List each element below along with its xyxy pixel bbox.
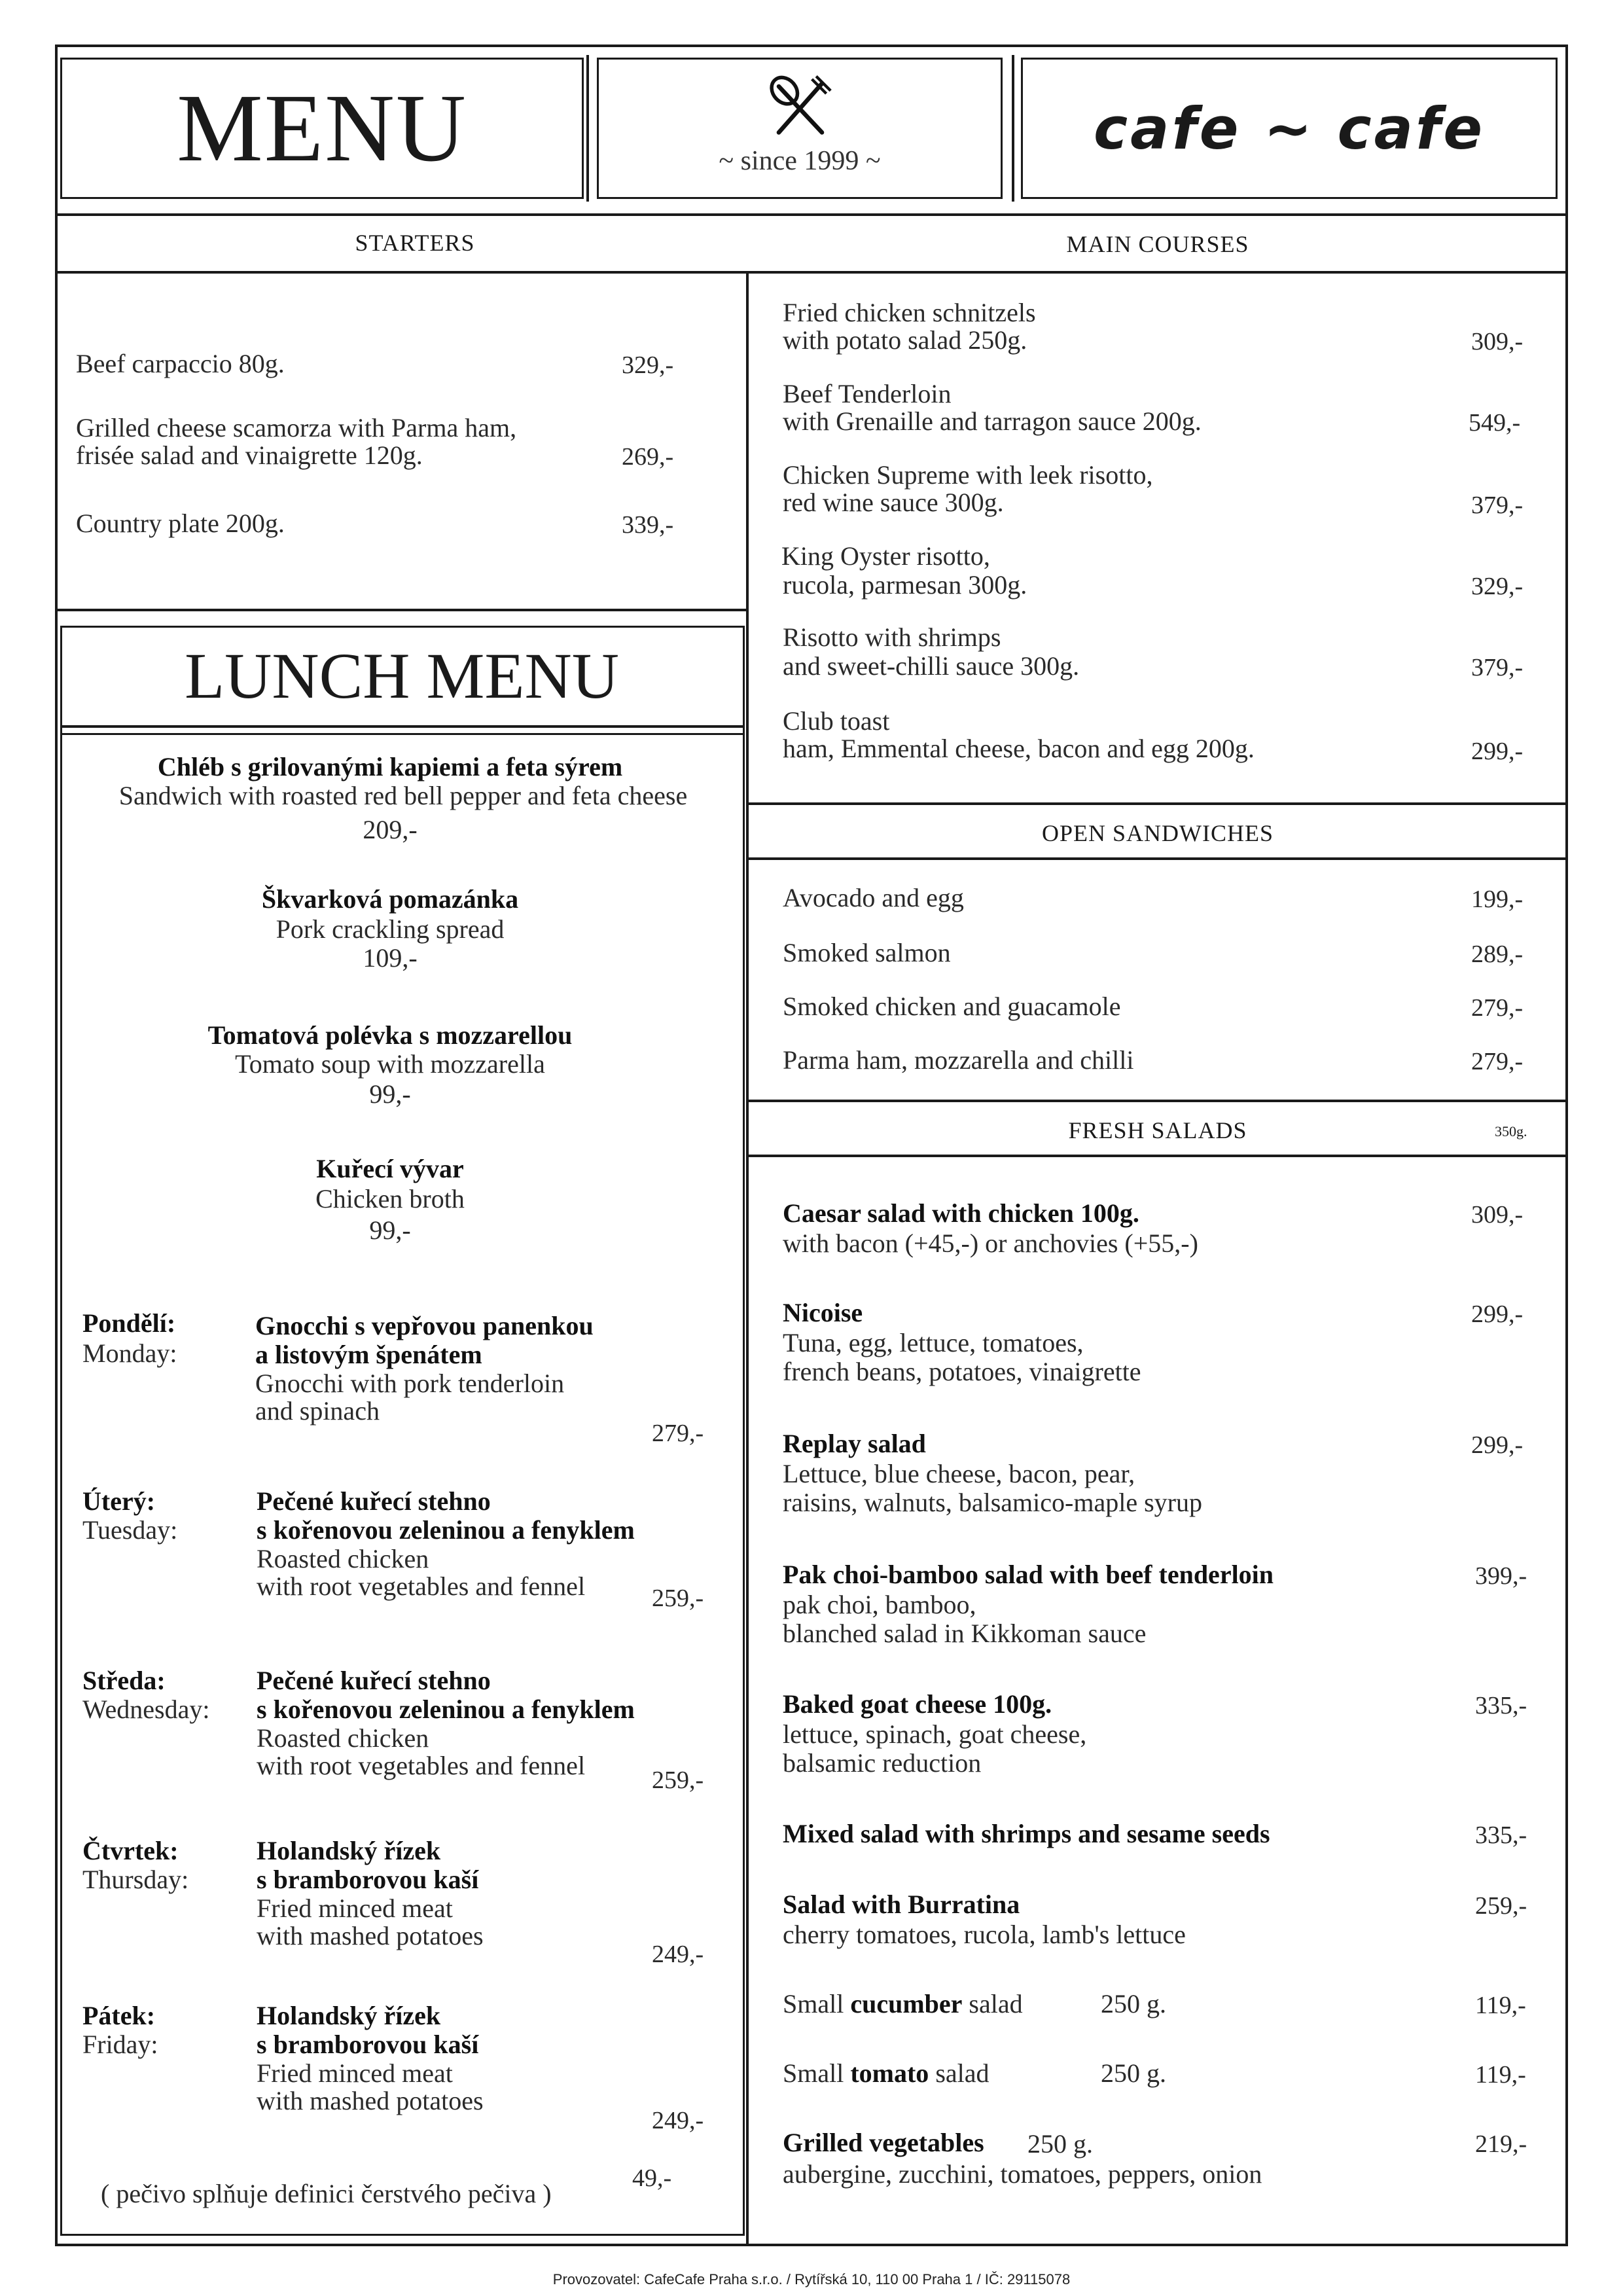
day-dish-cz: s bramborovou kaší [257,2030,479,2059]
salad-title: Salad with Burratina [783,1890,1020,1919]
small-salad-price: 119,- [1475,2061,1526,2089]
main-course-price: 329,- [1471,573,1524,600]
salad-desc: french beans, potatoes, vinaigrette [783,1357,1141,1386]
day-en: Monday: [82,1338,177,1368]
day-en: Wednesday: [82,1695,210,1724]
day-en: Tuesday: [82,1515,178,1545]
starters-heading: STARTERS [355,230,475,256]
grilled-vegetables-desc: aubergine, zucchini, tomatoes, peppers, onion [783,2159,1262,2189]
salad-price: 259,- [1475,1892,1527,1920]
since-text: ~ since 1999 ~ [719,146,881,176]
sandwich-price: 279,- [1471,994,1524,1022]
divider [60,733,745,735]
day-price: 249,- [652,2107,704,2134]
main-course-price: 299,- [1471,738,1524,765]
lunch-special-cz: Kuřecí vývar [316,1154,464,1183]
day-dish-en: Gnocchi with pork tenderloin [255,1369,565,1398]
salad-title: Mixed salad with shrimps and sesame seeds [783,1819,1270,1848]
grilled-vegetables-price: 219,- [1475,2130,1527,2158]
menu-title: MENU [177,75,467,182]
day-price: 259,- [652,1767,704,1794]
main-course-desc: with potato salad 250g. [783,325,1027,355]
divider [746,802,1568,805]
small-salad-name: cucumber [850,1989,963,2018]
bread-price: 49,- [632,2164,672,2192]
sandwich-name: Avocado and egg [783,883,964,912]
main-course-desc: ham, Emmental cheese, bacon and egg 200g. [783,734,1255,763]
lunch-special-en: Pork crackling spread [276,914,505,944]
day-dish-en: with mashed potatoes [257,2086,484,2115]
salad-desc: with bacon (+45,-) or anchovies (+55,-) [783,1229,1198,1258]
salad-desc: lettuce, spinach, goat cheese, [783,1719,1087,1749]
divider [746,857,1568,860]
divider [55,271,1568,274]
sandwich-name: Smoked salmon [783,938,951,967]
day-dish-en: Roasted chicken [257,1723,429,1753]
salad-title: Nicoise [783,1298,863,1327]
salad-desc: pak choi, bamboo, [783,1590,976,1619]
main-course-desc: with Grenaille and tarragon sauce 200g. [783,406,1202,436]
day-price: 259,- [652,1585,704,1612]
lunch-special-en: Tomato soup with mozzarella [235,1049,545,1079]
main-course-name: King Oyster risotto, [781,541,990,571]
sandwich-name: Parma ham, mozzarella and chilli [783,1045,1134,1075]
lunch-special-cz: Tomatová polévka s mozzarellou [207,1020,573,1050]
day-dish-en: and spinach [255,1396,380,1426]
lunch-special-en: Sandwich with roasted red bell pepper and feta cheese [118,781,688,810]
day-dish-en: Fried minced meat [257,1893,453,1923]
salad-title: Replay salad [783,1429,926,1458]
main-course-desc: red wine sauce 300g. [783,488,1004,517]
sandwich-price: 279,- [1471,1048,1524,1075]
salad-price: 335,- [1475,1692,1527,1719]
day-dish-en: with root vegetables and fennel [257,1751,586,1780]
day-dish-en: Roasted chicken [257,1544,429,1573]
salad-desc: balsamic reduction [783,1748,982,1778]
salad-weight-note: 350g. [1495,1123,1527,1139]
divider [746,1155,1568,1157]
main-course-price: 379,- [1471,492,1524,519]
lunch-menu-box [60,626,745,2236]
starter-price: 339,- [622,511,674,539]
salad-desc: cherry tomatoes, rucola, lamb's lettuce [783,1920,1186,1949]
main-course-name: Club toast [783,706,890,736]
divider [55,213,1568,216]
salad-price: 309,- [1471,1201,1524,1229]
day-en: Thursday: [82,1865,189,1894]
day-price: 249,- [652,1941,704,1968]
salad-price: 299,- [1471,1431,1524,1459]
day-dish-cz: Pečené kuřecí stehno [257,1666,491,1695]
lunch-special-price: 209,- [363,815,418,844]
small-salad [783,1990,1023,2018]
salad-desc: Tuna, egg, lettuce, tomatoes, [783,1328,1084,1357]
day-cz: Středa: [82,1666,166,1695]
main-course-desc: rucola, parmesan 300g. [783,570,1027,600]
grilled-vegetables-title: Grilled vegetables [783,2128,984,2157]
salad-title: Caesar salad with chicken 100g. [783,1198,1139,1228]
fresh-salads-heading: FRESH SALADS [1068,1117,1247,1143]
day-dish-cz: s kořenovou zeleninou a fenyklem [257,1515,635,1545]
starter-name: Beef carpaccio 80g. [76,349,285,378]
starter-name: Country plate 200g. [76,509,285,538]
footer-operator: Provozovatel: CafeCafe Praha s.r.o. / Rytířská 10, 110 00 Praha 1 / IČ: 29115078 [552,2271,1071,2287]
small-salad-weight: 250 g. [1101,1989,1166,2018]
day-dish-en: with mashed potatoes [257,1921,484,1950]
day-dish-en: Fried minced meat [257,2058,453,2088]
salad-title: Pak choi-bamboo salad with beef tenderloin [783,1560,1274,1589]
main-course-desc: and sweet-chilli sauce 300g. [783,651,1080,681]
salad-price: 399,- [1475,1562,1527,1590]
day-dish-cz: Gnocchi s vepřovou panenkou [255,1311,594,1340]
day-cz: Úterý: [82,1486,156,1516]
day-dish-cz: s kořenovou zeleninou a fenyklem [257,1695,635,1724]
starter-price: 269,- [622,443,674,471]
main-course-name: Beef Tenderloin [783,379,952,408]
header-divider [1012,55,1014,202]
lunch-special-price: 99,- [369,1215,411,1245]
day-en: Friday: [82,2030,158,2059]
divider [60,725,745,728]
lunch-special-cz: Chléb s grilovanými kapiemi a feta sýrem [157,752,623,781]
small-salad-pre: Small [783,2058,851,2088]
lunch-special-en: Chicken broth [315,1184,465,1213]
day-cz: Pondělí: [82,1308,176,1338]
lunch-special-cz: Škvarková pomazánka [261,884,519,914]
starter-name: frisée salad and vinaigrette 120g. [76,440,423,470]
day-dish-cz: Pečené kuřecí stehno [257,1486,491,1516]
lunch-special-price: 99,- [369,1079,411,1109]
lunch-menu-title: LUNCH MENU [185,639,619,712]
day-dish-en: with root vegetables and fennel [257,1571,586,1601]
starter-price: 329,- [622,351,674,379]
open-sandwiches-heading: OPEN SANDWICHES [1041,820,1274,846]
starter-name: Grilled cheese scamorza with Parma ham, [76,413,517,442]
day-cz: Pátek: [82,2001,156,2030]
sandwich-price: 289,- [1471,941,1524,968]
small-salad [783,2059,990,2088]
divider [746,1100,1568,1102]
sandwich-price: 199,- [1471,886,1524,913]
day-dish-cz: s bramborovou kaší [257,1865,479,1894]
divider [55,609,749,611]
brand-logo: cafe ~ cafe [1093,94,1486,162]
day-dish-cz: Holandský řízek [257,1836,441,1865]
cutlery-icon [764,72,836,144]
small-salad-name: tomato [850,2058,929,2088]
small-salad-weight: 250 g. [1101,2058,1166,2088]
column-divider [746,271,749,2246]
main-course-name: Risotto with shrimps [783,622,1001,652]
sandwich-name: Smoked chicken and guacamole [783,992,1121,1021]
main-course-name: Chicken Supreme with leek risotto, [783,460,1153,490]
day-dish-cz: Holandský řízek [257,2001,441,2030]
small-salad-pre: Small [783,1989,851,2018]
salad-desc: Lettuce, blue cheese, bacon, pear, [783,1459,1135,1488]
small-salad-post: salad [929,2058,990,2088]
salad-price: 335,- [1475,1821,1527,1849]
salad-desc: blanched salad in Kikkoman sauce [783,1619,1147,1648]
main-course-price: 309,- [1471,328,1524,355]
main-course-price: 379,- [1471,654,1524,681]
main-course-price: 549,- [1469,409,1521,437]
main-course-name: Fried chicken schnitzels [783,298,1036,327]
salad-price: 299,- [1471,1300,1524,1328]
day-dish-cz: a listovým špenátem [255,1340,482,1369]
header-divider [586,55,589,202]
small-salad-price: 119,- [1475,1992,1526,2019]
grilled-vegetables-weight: 250 g. [1027,2129,1093,2159]
small-salad-post: salad [962,1989,1023,2018]
salad-desc: raisins, walnuts, balsamico-maple syrup [783,1488,1202,1517]
day-price: 279,- [652,1420,704,1447]
salad-title: Baked goat cheese 100g. [783,1689,1052,1719]
main-courses-heading: MAIN COURSES [1066,231,1249,257]
lunch-special-price: 109,- [363,943,418,973]
bread-note: ( pečivo splňuje definici čerstvého pečiva ) [101,2179,552,2208]
day-cz: Čtvrtek: [82,1836,179,1865]
